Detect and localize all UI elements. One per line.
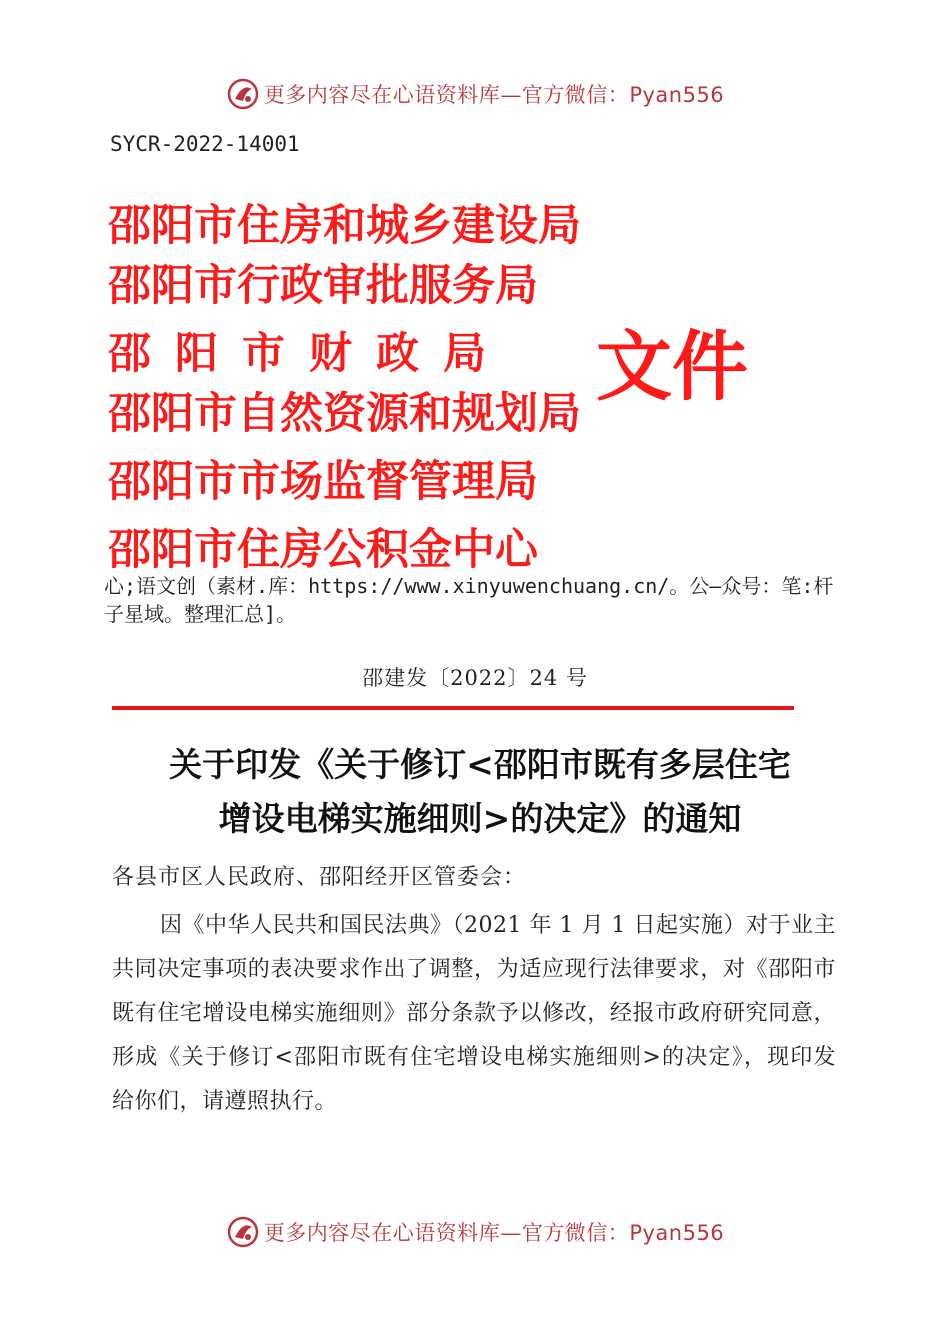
body-paragraph: 因《中华人民共和国民法典》（2021 年 1 月 1 日起实施）对于业主共同决定事项的表决要求作出了调整，为适应现行法律要求，对《邵阳市既有住宅增设电梯实施细则》部分条款予以修改，经报市政府研究同意，形成《关于修订<邵阳市既有住宅增设电梯实施细则>的决定》，现印发给你们，请遵照执行。 bbox=[112, 913, 836, 1114]
banner-separator: — bbox=[500, 1221, 522, 1245]
red-divider bbox=[112, 706, 794, 710]
banner-wechat-id: Pyan556 bbox=[629, 1221, 725, 1245]
banner-slogan: 更多内容尽在心语资料库 bbox=[263, 83, 501, 107]
watermark-banner-top bbox=[0, 74, 950, 114]
issuer-resources-bureau: 邵阳市自然资源和规划局 bbox=[108, 389, 581, 439]
issuer-market-bureau: 邵阳市市场监督管理局 bbox=[108, 457, 538, 507]
watermark-banner-bottom bbox=[0, 1212, 950, 1252]
issuer-housing-bureau: 邵阳市住房和城乡建设局 bbox=[108, 201, 581, 251]
title-line-2: 增设电梯实施细则>的决定》的通知 bbox=[218, 799, 742, 838]
brand-logo-icon bbox=[226, 1215, 260, 1249]
document-number: 邵建发〔2022〕24 号 bbox=[362, 666, 588, 690]
document-code: SYCR-2022-14001 bbox=[110, 132, 300, 156]
brand-logo-icon bbox=[226, 77, 260, 111]
title-line-1: 关于印发《关于修订<邵阳市既有多层住宅 bbox=[169, 745, 791, 784]
banner-wechat-label: 官方微信： bbox=[521, 1221, 630, 1245]
issuing-authorities bbox=[108, 196, 608, 580]
salutation: 各县市区人民政府、邵阳经开区管委会： bbox=[112, 865, 527, 890]
issuer-finance-bureau: 邵阳市财政局 bbox=[108, 329, 510, 379]
banner-text bbox=[264, 79, 724, 109]
banner-slogan: 更多内容尽在心语资料库 bbox=[263, 1221, 501, 1245]
document-suffix: 文件 bbox=[596, 322, 748, 411]
banner-wechat-label: 官方微信： bbox=[521, 83, 630, 107]
source-note: 心;语文创（素材.库：https://www.xinyuwenchuang.cn/。公—众号：笔:杆子星域。整理汇总]。 bbox=[104, 574, 834, 626]
issuer-approval-bureau: 邵阳市行政审批服务局 bbox=[108, 261, 538, 311]
banner-separator: — bbox=[500, 83, 522, 107]
banner-wechat-id: Pyan556 bbox=[629, 83, 725, 107]
issuer-fund-center: 邵阳市住房公积金中心 bbox=[108, 525, 538, 575]
banner-text bbox=[264, 1217, 724, 1247]
document-title bbox=[120, 738, 840, 846]
